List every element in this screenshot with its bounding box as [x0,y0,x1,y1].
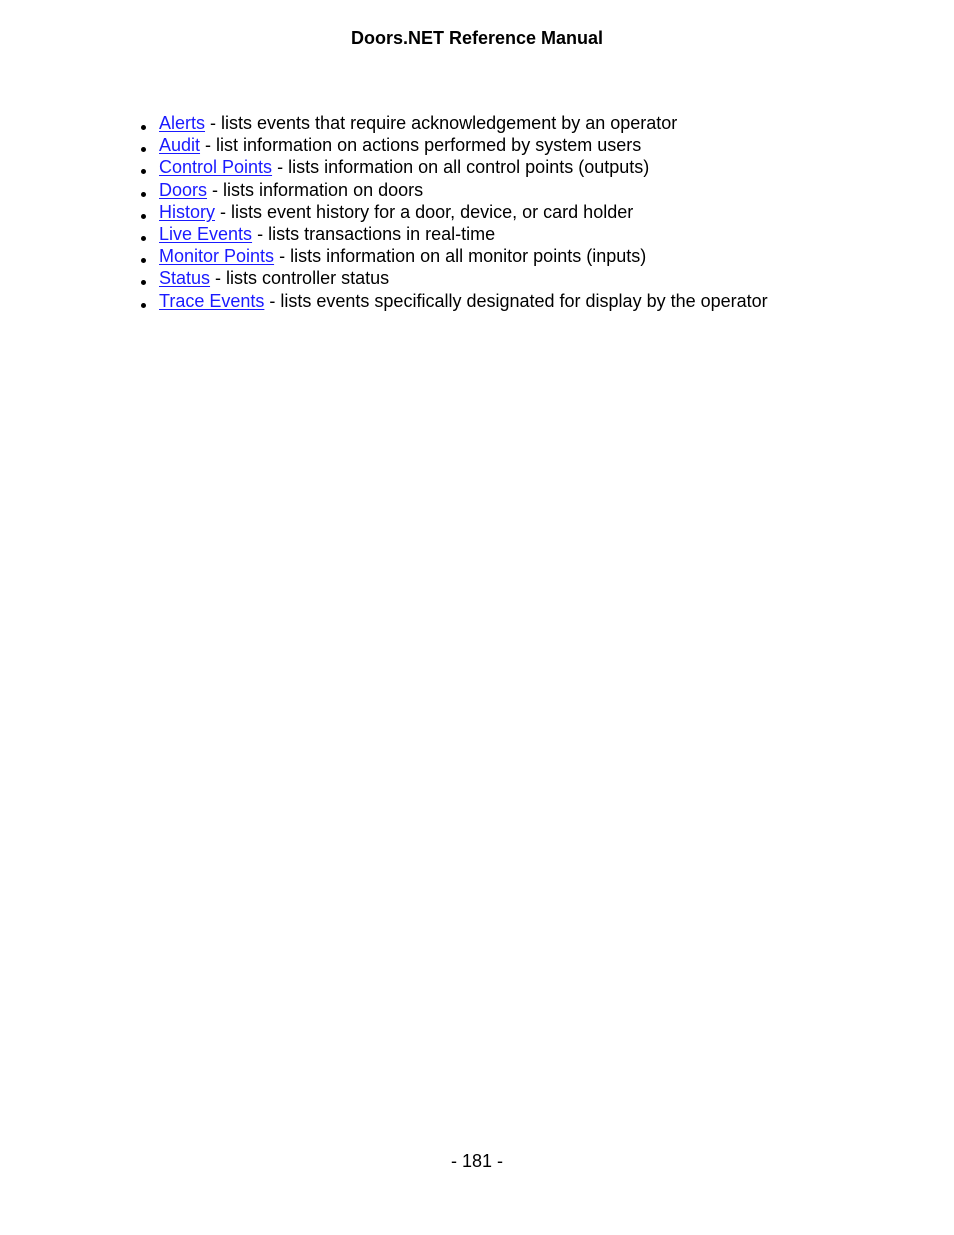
page-number: - 181 - [450,1151,504,1171]
link-history[interactable]: History [159,201,216,222]
list-item-audit [159,134,768,156]
bullet-icon [141,147,146,152]
list-item-status [159,267,768,289]
link-monitor-points[interactable]: Monitor Points [159,246,275,267]
page-footer [0,1150,954,1172]
list-item-doors [159,179,768,201]
bullet-icon [141,280,146,285]
document-title: Doors.NET Reference Manual [350,28,604,48]
link-audit[interactable]: Audit [159,135,201,156]
item-description: - lists events that require acknowledgement by an operator [210,113,678,133]
item-description: - lists event history for a door, device, or card holder [220,201,634,222]
bullet-icon [141,303,146,308]
link-status[interactable]: Status [159,268,211,289]
list-item-monitor-points [159,245,768,267]
link-live-events[interactable]: Live Events [159,223,253,244]
bullet-icon [141,236,146,241]
item-description: - lists controller status [215,268,390,289]
bullet-icon [141,125,146,130]
link-trace-events[interactable]: Trace Events [159,290,265,311]
bullet-icon [141,192,146,197]
item-description: - lists information on all monitor points (inputs) [279,246,647,267]
list-item-live-events [159,223,768,245]
list-item-alerts [159,112,768,134]
list-item-trace-events [159,290,768,312]
link-control-points[interactable]: Control Points [159,157,273,178]
item-description: - lists information on all control points (outputs) [277,157,650,178]
page-header [0,27,954,49]
bullet-icon [141,258,146,263]
item-description: - lists events specifically designated for display by the operator [269,290,768,311]
item-description: - lists transactions in real-time [257,223,496,244]
bullet-icon [141,214,146,219]
topic-list [159,112,768,312]
item-description: - lists information on doors [212,179,424,200]
list-item-history [159,201,768,223]
item-description: - list information on actions performed by system users [205,135,642,156]
link-alerts[interactable]: Alerts [159,113,206,133]
list-item-control-points [159,156,768,178]
link-doors[interactable]: Doors [159,179,208,200]
bullet-icon [141,169,146,174]
